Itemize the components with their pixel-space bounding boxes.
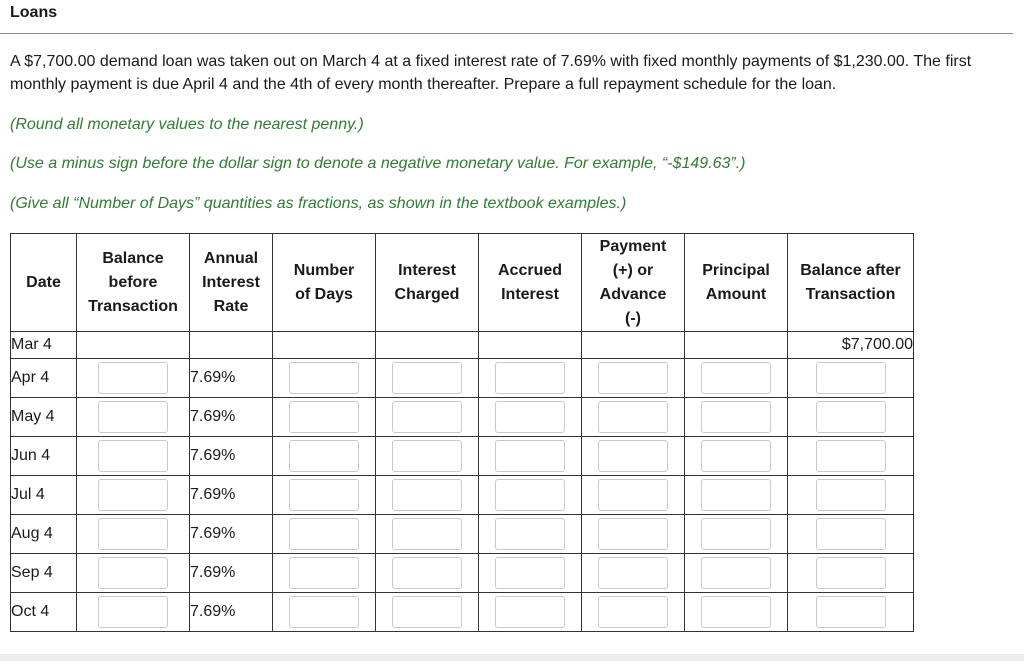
payment-advance-input[interactable] xyxy=(598,401,668,433)
balance-before-input[interactable] xyxy=(98,557,168,589)
balance-after-input-cell xyxy=(788,359,914,398)
date-cell: Sep 4 xyxy=(11,554,77,593)
empty-cell xyxy=(273,332,376,359)
balance-before-input[interactable] xyxy=(98,440,168,472)
balance-after-input-cell xyxy=(788,554,914,593)
principal-amount-input-cell xyxy=(685,554,788,593)
payment-advance-input[interactable] xyxy=(598,440,668,472)
accrued-interest-input-cell xyxy=(479,359,582,398)
principal-amount-input-cell xyxy=(685,593,788,632)
bottom-bar xyxy=(0,654,1024,661)
accrued-interest-input-cell xyxy=(479,398,582,437)
principal-amount-input-cell xyxy=(685,437,788,476)
date-cell: Mar 4 xyxy=(11,332,77,359)
balance-after-input[interactable] xyxy=(816,479,886,511)
payment-advance-input-cell xyxy=(582,476,685,515)
interest-charged-input[interactable] xyxy=(392,362,462,394)
interest-charged-input[interactable] xyxy=(392,557,462,589)
rounding-note: (Round all monetary values to the nearest penny.) xyxy=(10,116,364,133)
annual-rate-cell: 7.69% xyxy=(190,554,273,593)
balance-after-input-cell xyxy=(788,515,914,554)
payment-advance-input[interactable] xyxy=(598,596,668,628)
number-of-days-input[interactable] xyxy=(289,362,359,394)
principal-amount-input[interactable] xyxy=(701,401,771,433)
accrued-interest-input[interactable] xyxy=(495,440,565,472)
header-number-of-days: Number of Days xyxy=(273,234,376,332)
empty-cell xyxy=(479,332,582,359)
number-of-days-input-cell xyxy=(273,476,376,515)
number-of-days-input[interactable] xyxy=(289,518,359,550)
balance-after-input[interactable] xyxy=(816,362,886,394)
balance-before-input-cell xyxy=(77,593,190,632)
balance-after-input-cell xyxy=(788,593,914,632)
accrued-interest-input[interactable] xyxy=(495,557,565,589)
table-row xyxy=(11,476,914,515)
balance-before-input-cell xyxy=(77,398,190,437)
header-principal-amount: Principal Amount xyxy=(685,234,788,332)
balance-after-cell: $7,700.00 xyxy=(788,332,914,359)
payment-advance-input[interactable] xyxy=(598,518,668,550)
empty-cell xyxy=(190,332,273,359)
title-divider xyxy=(0,33,1013,34)
balance-after-input-cell xyxy=(788,398,914,437)
accrued-interest-input-cell xyxy=(479,476,582,515)
interest-charged-input-cell xyxy=(376,554,479,593)
date-cell: May 4 xyxy=(11,398,77,437)
accrued-interest-input[interactable] xyxy=(495,479,565,511)
interest-charged-input[interactable] xyxy=(392,596,462,628)
balance-after-input-cell xyxy=(788,476,914,515)
annual-rate-cell: 7.69% xyxy=(190,437,273,476)
balance-before-input-cell xyxy=(77,515,190,554)
date-cell: Oct 4 xyxy=(11,593,77,632)
repayment-schedule-table xyxy=(10,233,914,632)
table-row xyxy=(11,554,914,593)
balance-before-input[interactable] xyxy=(98,362,168,394)
payment-advance-input[interactable] xyxy=(598,479,668,511)
interest-charged-input[interactable] xyxy=(392,440,462,472)
balance-before-input[interactable] xyxy=(98,518,168,550)
balance-before-input[interactable] xyxy=(98,479,168,511)
principal-amount-input[interactable] xyxy=(701,479,771,511)
principal-amount-input[interactable] xyxy=(701,557,771,589)
number-of-days-input[interactable] xyxy=(289,401,359,433)
interest-charged-input-cell xyxy=(376,437,479,476)
header-payment-advance: Payment (+) or Advance (-) xyxy=(582,234,685,332)
accrued-interest-input[interactable] xyxy=(495,401,565,433)
header-interest-charged: Interest Charged xyxy=(376,234,479,332)
principal-amount-input-cell xyxy=(685,515,788,554)
balance-before-input-cell xyxy=(77,554,190,593)
accrued-interest-input-cell xyxy=(479,437,582,476)
balance-after-input[interactable] xyxy=(816,401,886,433)
payment-advance-input-cell xyxy=(582,359,685,398)
number-of-days-input[interactable] xyxy=(289,440,359,472)
payment-advance-input[interactable] xyxy=(598,362,668,394)
table-row xyxy=(11,515,914,554)
accrued-interest-input[interactable] xyxy=(495,596,565,628)
header-annual-rate: Annual Interest Rate xyxy=(190,234,273,332)
payment-advance-input[interactable] xyxy=(598,557,668,589)
number-of-days-input-cell xyxy=(273,437,376,476)
interest-charged-input-cell xyxy=(376,476,479,515)
header-balance-after: Balance after Transaction xyxy=(788,234,914,332)
balance-before-input-cell xyxy=(77,476,190,515)
accrued-interest-input[interactable] xyxy=(495,362,565,394)
balance-after-input[interactable] xyxy=(816,596,886,628)
balance-before-input[interactable] xyxy=(98,596,168,628)
number-of-days-input-cell xyxy=(273,515,376,554)
accrued-interest-input[interactable] xyxy=(495,518,565,550)
table-row xyxy=(11,398,914,437)
balance-before-input[interactable] xyxy=(98,401,168,433)
number-of-days-input-cell xyxy=(273,593,376,632)
accrued-interest-input-cell xyxy=(479,554,582,593)
principal-amount-input-cell xyxy=(685,359,788,398)
table-row xyxy=(11,437,914,476)
balance-after-input-cell xyxy=(788,437,914,476)
problem-statement: A $7,700.00 demand loan was taken out on March 4 at a fixed interest rate of 7.69% with fixed monthly payments of $1,230.00. The first monthly payment is due April 4 and the 4th of every month thereafter. Prepare a full repayment schedule for the loan. xyxy=(10,53,972,93)
table-row xyxy=(11,593,914,632)
section-title: Loans xyxy=(10,4,58,21)
principal-amount-input[interactable] xyxy=(701,440,771,472)
balance-before-input-cell xyxy=(77,359,190,398)
interest-charged-input-cell xyxy=(376,593,479,632)
empty-cell xyxy=(685,332,788,359)
table-row xyxy=(11,359,914,398)
annual-rate-cell: 7.69% xyxy=(190,476,273,515)
date-cell: Jun 4 xyxy=(11,437,77,476)
interest-charged-input-cell xyxy=(376,515,479,554)
negative-value-note: (Use a minus sign before the dollar sign to denote a negative monetary value. For example, “-$149.63”.) xyxy=(10,155,746,172)
number-of-days-input-cell xyxy=(273,554,376,593)
days-fraction-note: (Give all “Number of Days” quantities as fractions, as shown in the textbook examples.) xyxy=(10,195,627,212)
interest-charged-input-cell xyxy=(376,398,479,437)
payment-advance-input-cell xyxy=(582,437,685,476)
annual-rate-cell: 7.69% xyxy=(190,515,273,554)
annual-rate-cell: 7.69% xyxy=(190,593,273,632)
payment-advance-input-cell xyxy=(582,398,685,437)
principal-amount-input[interactable] xyxy=(701,362,771,394)
header-balance-before: Balance before Transaction xyxy=(77,234,190,332)
date-cell: Jul 4 xyxy=(11,476,77,515)
header-accrued-interest: Accrued Interest xyxy=(479,234,582,332)
number-of-days-input-cell xyxy=(273,359,376,398)
header-date: Date xyxy=(11,234,77,332)
annual-rate-cell: 7.69% xyxy=(190,359,273,398)
empty-cell xyxy=(77,332,190,359)
payment-advance-input-cell xyxy=(582,593,685,632)
date-cell: Aug 4 xyxy=(11,515,77,554)
accrued-interest-input-cell xyxy=(479,515,582,554)
payment-advance-input-cell xyxy=(582,554,685,593)
empty-cell xyxy=(582,332,685,359)
date-cell: Apr 4 xyxy=(11,359,77,398)
principal-amount-input[interactable] xyxy=(701,518,771,550)
number-of-days-input[interactable] xyxy=(289,596,359,628)
balance-after-input[interactable] xyxy=(816,440,886,472)
balance-after-input[interactable] xyxy=(816,557,886,589)
table-header-row xyxy=(11,234,914,332)
principal-amount-input[interactable] xyxy=(701,596,771,628)
principal-amount-input-cell xyxy=(685,398,788,437)
table-row-initial xyxy=(11,332,914,359)
interest-charged-input-cell xyxy=(376,359,479,398)
number-of-days-input-cell xyxy=(273,398,376,437)
balance-before-input-cell xyxy=(77,437,190,476)
balance-after-input[interactable] xyxy=(816,518,886,550)
interest-charged-input[interactable] xyxy=(392,518,462,550)
accrued-interest-input-cell xyxy=(479,593,582,632)
empty-cell xyxy=(376,332,479,359)
interest-charged-input[interactable] xyxy=(392,479,462,511)
annual-rate-cell: 7.69% xyxy=(190,398,273,437)
number-of-days-input[interactable] xyxy=(289,479,359,511)
payment-advance-input-cell xyxy=(582,515,685,554)
number-of-days-input[interactable] xyxy=(289,557,359,589)
interest-charged-input[interactable] xyxy=(392,401,462,433)
principal-amount-input-cell xyxy=(685,476,788,515)
